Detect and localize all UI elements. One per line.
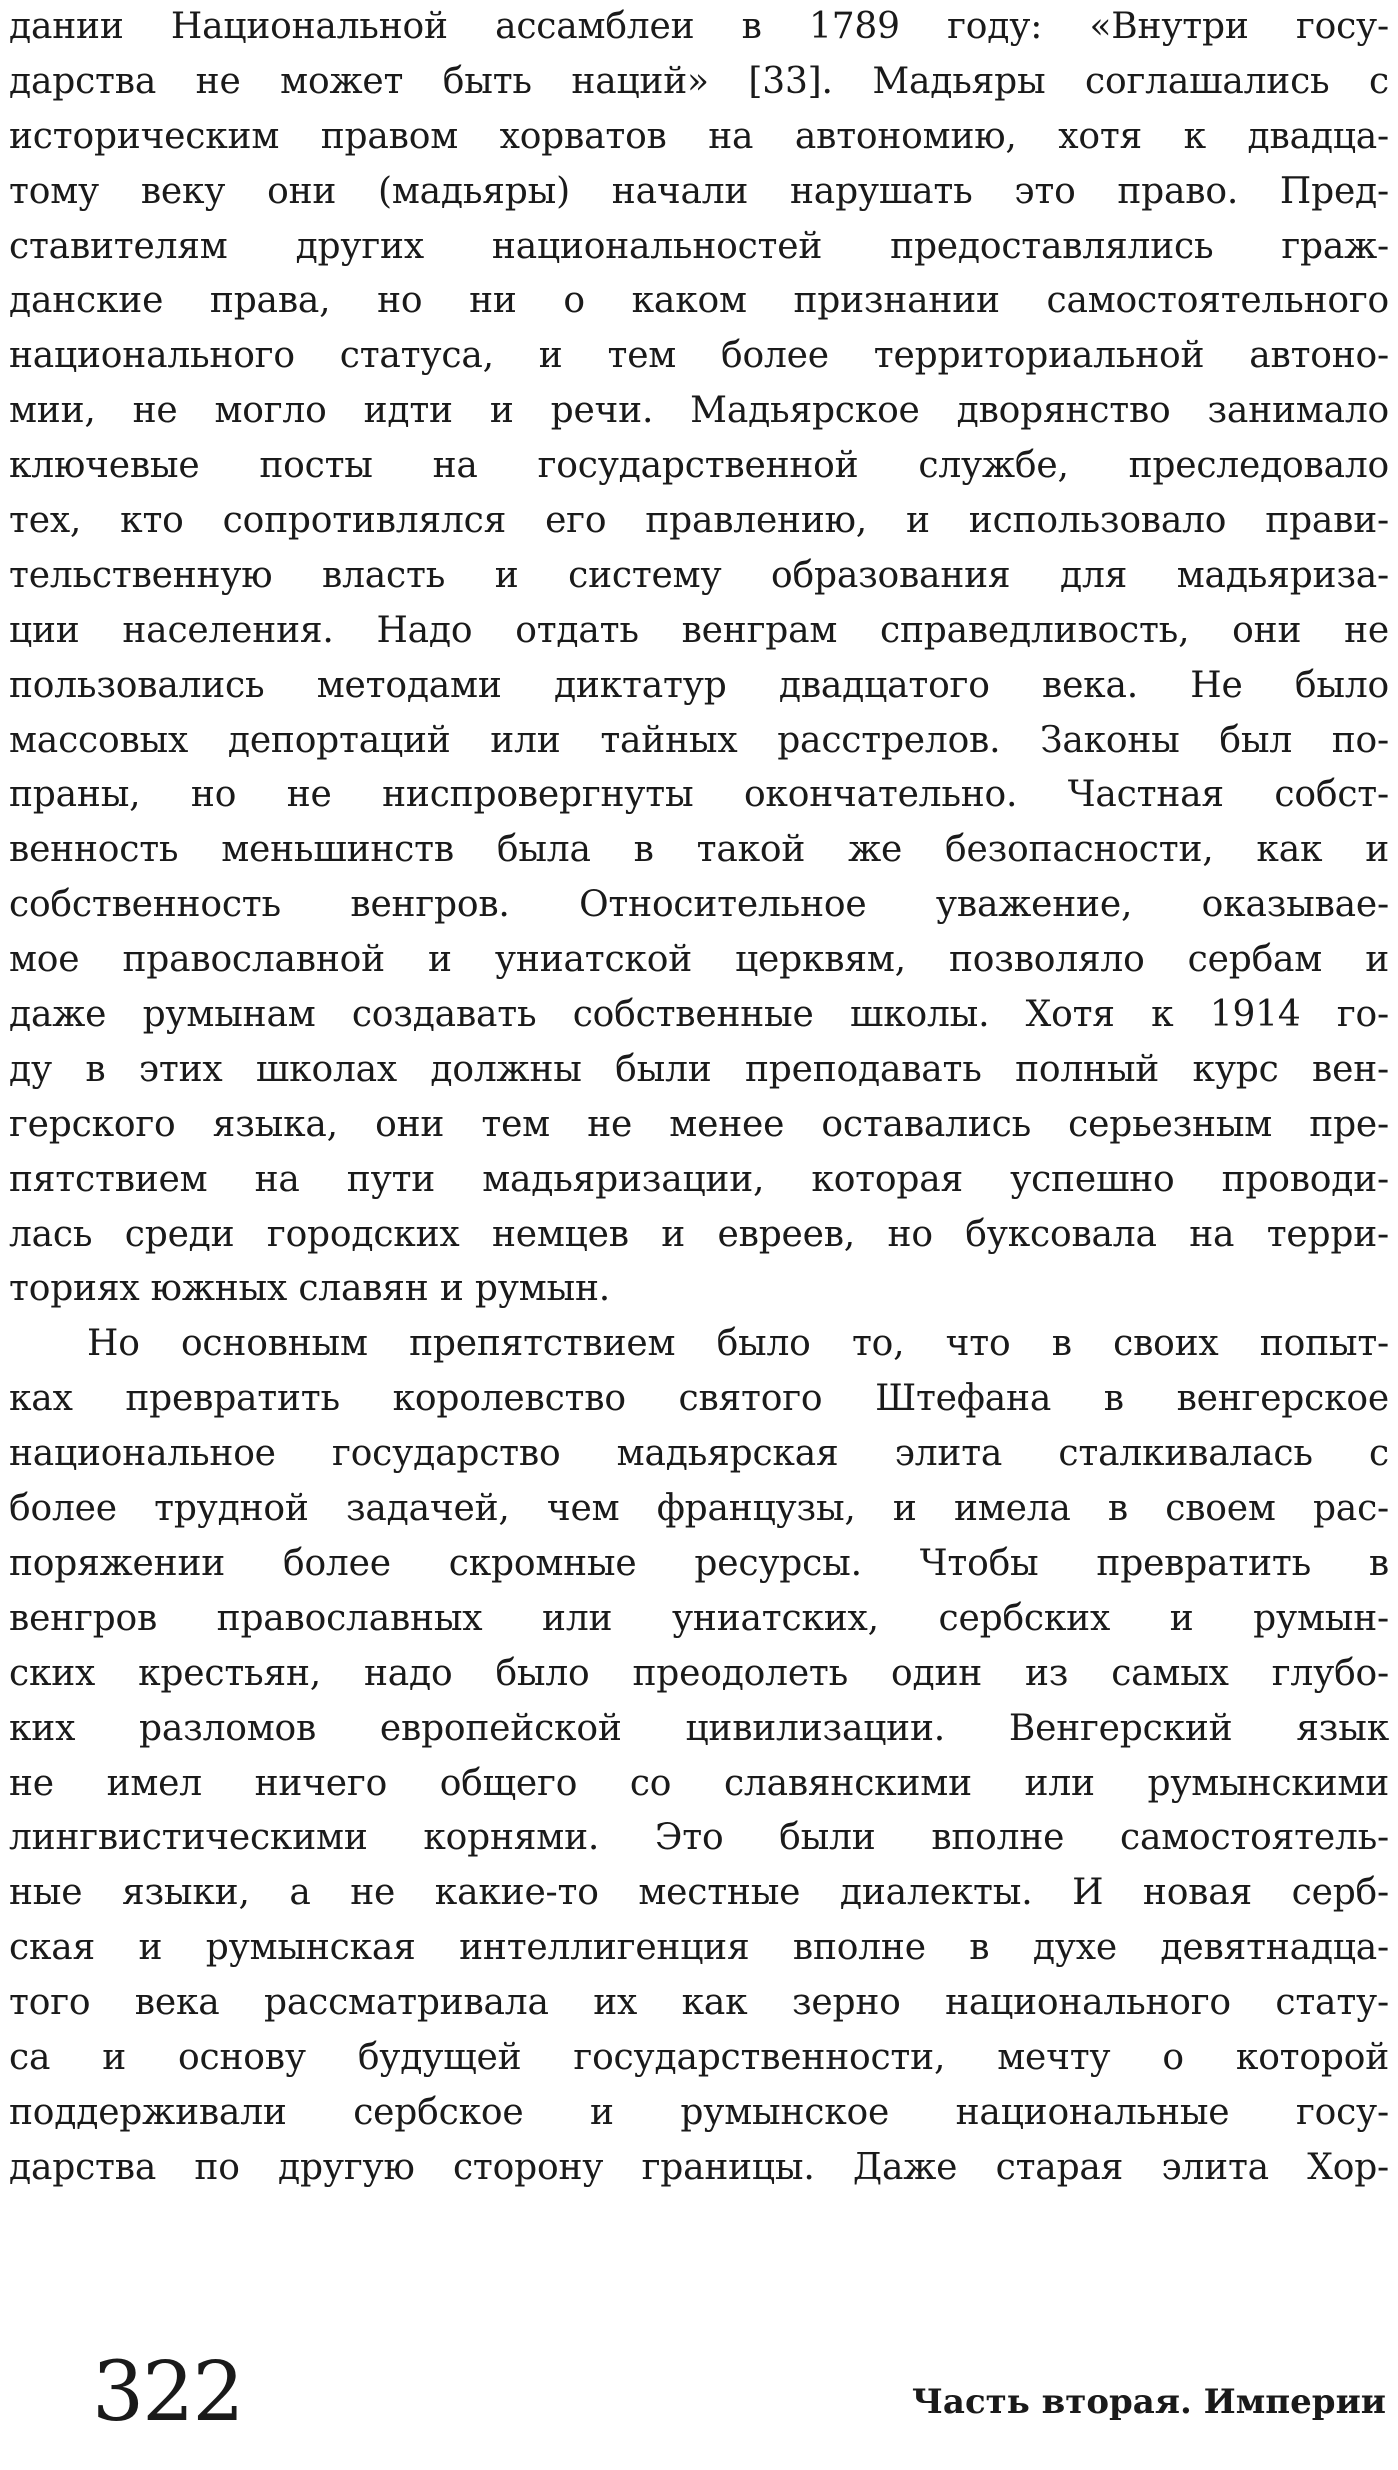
text-line: тельственную власть и систему образования для мадьяриза- xyxy=(9,554,1389,596)
text-line: ская и румынская интеллигенция вполне в духе девятнадца- xyxy=(9,1927,1389,1969)
text-line: герского языка, они тем не менее оставались серьезным пре- xyxy=(9,1103,1389,1145)
text-line: того века рассматривала их как зерно национального стату- xyxy=(9,1982,1389,2024)
text-line: собственность венгров. Относительное уважение, оказывае- xyxy=(9,884,1389,926)
text-line: ких разломов европейской цивилизации. Венгерский язык xyxy=(9,1707,1389,1749)
text-line: тому веку они (мадьяры) начали нарушать это право. Пред- xyxy=(9,170,1389,212)
text-line: ции населения. Надо отдать венграм справедливость, они не xyxy=(9,609,1389,651)
text-line: не имел ничего общего со славянскими или румынскими xyxy=(9,1762,1389,1804)
text-line: пятствием на пути мадьяризации, которая успешно проводи- xyxy=(9,1158,1389,1200)
page-footer xyxy=(0,2330,1398,2450)
text-line: са и основу будущей государственности, мечту о которой xyxy=(9,2036,1389,2078)
text-line: более трудной задачей, чем французы, и имела в своем рас- xyxy=(9,1488,1389,1530)
text-line: пользовались методами диктатур двадцатого века. Не было xyxy=(9,664,1389,706)
text-line: историческим правом хорватов на автономию, хотя к двадца- xyxy=(9,115,1389,157)
text-line: тех, кто сопротивлялся его правлению, и использовало прави- xyxy=(9,500,1389,542)
body-text xyxy=(9,0,1389,2196)
text-line: ду в этих школах должны были преподавать полный курс вен- xyxy=(9,1048,1389,1090)
text-line: мии, не могло идти и речи. Мадьярское дворянство занимало xyxy=(9,390,1389,432)
text-line: национальное государство мадьярская элита сталкивалась с xyxy=(9,1433,1389,1475)
text-line: ских крестьян, надо было преодолеть один из самых глубо- xyxy=(9,1652,1389,1694)
text-line: ные языки, а не какие-то местные диалекты. И новая серб- xyxy=(9,1872,1389,1914)
text-line: ках превратить королевство святого Штефана в венгерское xyxy=(9,1378,1389,1420)
text-line: лингвистическими корнями. Это были вполне самостоятель- xyxy=(9,1817,1389,1859)
text-line: ставителям других национальностей предоставлялись граж- xyxy=(9,225,1389,267)
text-line: мое православной и униатской церквям, позволяло сербам и xyxy=(9,939,1389,981)
text-line: массовых депортаций или тайных расстрелов. Законы был по- xyxy=(9,719,1389,761)
text-line: данские права, но ни о каком признании самостоятельного xyxy=(9,280,1389,322)
text-line: поряжении более скромные ресурсы. Чтобы превратить в xyxy=(9,1542,1389,1584)
text-line: дарства не может быть наций» [33]. Мадьяры соглашались с xyxy=(9,60,1389,102)
text-line: ключевые посты на государственной службе, преследовало xyxy=(9,445,1389,487)
text-line: даже румынам создавать собственные школы. Хотя к 1914 го- xyxy=(9,994,1389,1036)
text-line: венность меньшинств была в такой же безопасности, как и xyxy=(9,829,1389,871)
running-head: Часть вторая. Империи xyxy=(911,2382,1386,2422)
text-line: поддерживали сербское и румынское национальные госу- xyxy=(9,2091,1389,2133)
text-line: национального статуса, и тем более территориальной автоно- xyxy=(9,335,1389,377)
text-line: дарства по другую сторону границы. Даже старая элита Хор- xyxy=(9,2146,1389,2188)
paragraph-first-line: Но основным препятствием было то, что в своих попыт- xyxy=(87,1323,1389,1365)
text-line: дании Национальной ассамблеи в 1789 году: «Внутри госу- xyxy=(9,6,1389,47)
text-line: лась среди городских немцев и евреев, но буксовала на терри- xyxy=(9,1213,1389,1255)
text-line: ториях южных славян и румын. xyxy=(9,1268,611,1310)
text-line: венгров православных или униатских, сербских и румын- xyxy=(9,1597,1389,1639)
page-number: 322 xyxy=(92,2345,243,2440)
text-line: праны, но не ниспровергнуты окончательно. Частная собст- xyxy=(9,774,1389,816)
